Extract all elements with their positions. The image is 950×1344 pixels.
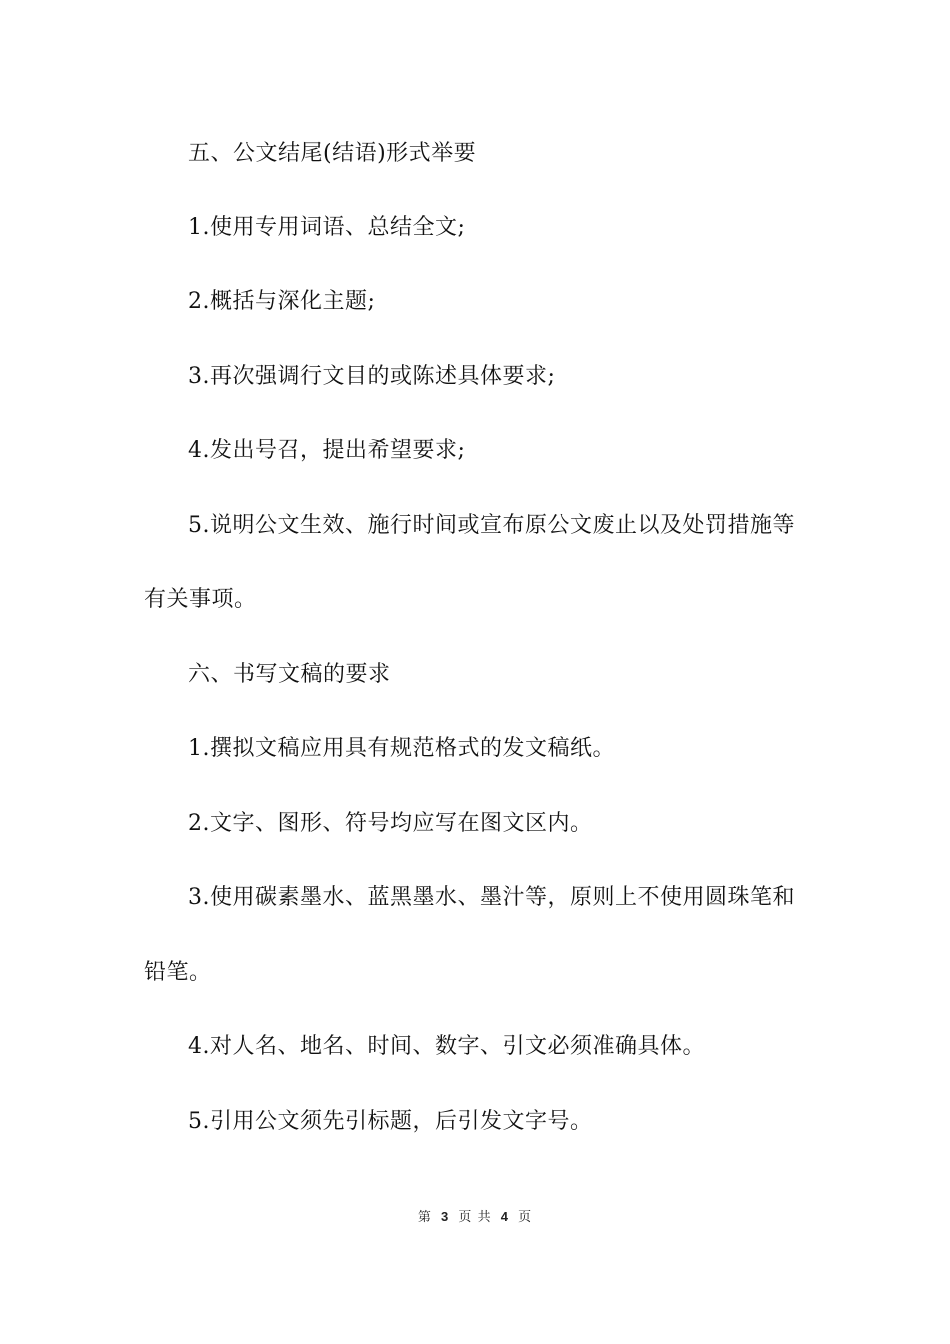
section-heading-five: 五、公文结尾(结语)形式举要 <box>188 141 477 166</box>
page-footer <box>0 1208 950 1227</box>
paragraph-line: 2.文字、图形、符号均应写在图文区内。 <box>188 811 593 836</box>
paragraph-line: 1.使用专用词语、总结全文; <box>188 215 466 240</box>
paragraph-line: 4.对人名、地名、时间、数字、引文必须准确具体。 <box>188 1034 705 1059</box>
paragraph-line-continuation: 铅笔。 <box>144 960 212 985</box>
footer-total-prefix: 共 <box>477 1210 492 1225</box>
paragraph-line: 3.使用碳素墨水、蓝黑墨水、墨汁等，原则上不使用圆珠笔和 <box>188 885 795 910</box>
paragraph-line: 3.再次强调行文目的或陈述具体要求; <box>188 364 556 389</box>
footer-prefix: 第 <box>417 1210 432 1225</box>
paragraph-line: 5.引用公文须先引标题，后引发文字号。 <box>188 1109 593 1134</box>
paragraph-line: 1.撰拟文稿应用具有规范格式的发文稿纸。 <box>188 736 615 761</box>
footer-total-unit: 页 <box>518 1210 533 1225</box>
footer-total-pages: 4 <box>500 1209 509 1224</box>
paragraph-line: 4.发出号召，提出希望要求; <box>188 438 466 463</box>
paragraph-line: 2.概括与深化主题; <box>188 289 376 314</box>
paragraph-line-continuation: 有关事项。 <box>144 587 257 612</box>
footer-page-number: 3 <box>441 1209 450 1224</box>
section-heading-six: 六、书写文稿的要求 <box>188 662 391 687</box>
footer-page-unit: 页 <box>458 1210 473 1225</box>
paragraph-line: 5.说明公文生效、施行时间或宣布原公文废止以及处罚措施等 <box>188 513 795 538</box>
